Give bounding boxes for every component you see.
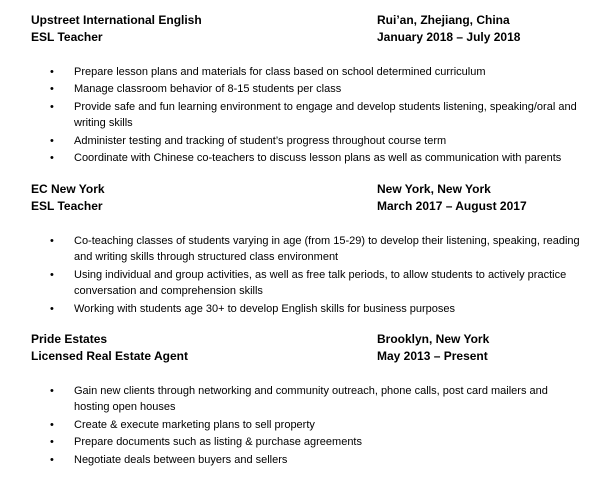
list-item	[0, 417, 616, 433]
bullet-icon: •	[50, 152, 54, 165]
duty-text: Using individual and group activities, as well as free talk periods, to allow students to actively practice conversation and comprehension skills	[74, 268, 567, 298]
list-item	[0, 301, 616, 317]
duty-text: Negotiate deals between buyers and sellers	[74, 453, 288, 466]
duty-text: Administer testing and tracking of student’s progress throughout course term	[74, 134, 447, 147]
list-item	[0, 64, 616, 80]
job-header-row	[0, 331, 616, 348]
duty-text: Coordinate with Chinese co-teachers to discuss lesson plans as well as communication with parents	[74, 152, 562, 165]
duty-text: Provide safe and fun learning environment to engage and develop students listening, speaking/oral and writing skills	[74, 100, 577, 130]
job-location: New York, New York	[377, 182, 491, 196]
duty-text: Prepare documents such as listing & purchase agreements	[74, 436, 362, 449]
job-duties-list	[0, 233, 616, 318]
job-header-row	[0, 181, 616, 198]
job-title-row	[0, 348, 616, 365]
list-item	[0, 81, 616, 97]
job-title-row	[0, 198, 616, 215]
job-location: Brooklyn, New York	[377, 332, 490, 346]
employer-name: Pride Estates	[31, 332, 108, 346]
bullet-icon: •	[50, 436, 54, 449]
job-entry-pride-estates	[0, 331, 616, 466]
employer-name: EC New York	[31, 182, 105, 196]
bullet-icon: •	[50, 453, 54, 466]
list-item	[0, 452, 616, 468]
list-item	[0, 133, 616, 149]
duty-text: Co-teaching classes of students varying in age (from 15-29) to develop their listening, speaking, reading and writing skills through structured class environment	[74, 235, 580, 264]
list-item	[0, 233, 616, 266]
job-title: ESL Teacher	[31, 199, 103, 213]
list-item	[0, 150, 616, 166]
bullet-icon: •	[50, 302, 54, 315]
employer-name: Upstreet International English	[31, 13, 202, 27]
job-duties-list	[0, 383, 616, 469]
duty-text: Gain new clients through networking and community outreach, phone calls, post card mailers and hosting open houses	[74, 385, 548, 414]
job-dates: May 2013 – Present	[377, 349, 488, 363]
bullet-icon: •	[50, 385, 54, 397]
job-title-row	[0, 29, 616, 46]
duty-text: Manage classroom behavior of 8-15 students per class	[74, 83, 342, 96]
job-duties-list	[0, 64, 616, 167]
duty-text: Prepare lesson plans and materials for class based on school determined curriculum	[74, 66, 486, 78]
job-entry-ec-new-york	[0, 181, 616, 315]
bullet-icon: •	[50, 100, 54, 113]
bullet-icon: •	[50, 268, 54, 281]
job-title: Licensed Real Estate Agent	[31, 349, 188, 363]
bullet-icon: •	[50, 134, 54, 147]
job-location: Rui’an, Zhejiang, China	[377, 13, 510, 27]
list-item	[0, 99, 616, 132]
list-item	[0, 267, 616, 300]
bullet-icon: •	[50, 235, 54, 247]
list-item	[0, 434, 616, 450]
job-dates: January 2018 – July 2018	[377, 30, 521, 44]
bullet-icon: •	[50, 83, 54, 96]
job-title: ESL Teacher	[31, 30, 103, 44]
duty-text: Working with students age 30+ to develop English skills for business purposes	[74, 302, 456, 315]
job-header-row	[0, 12, 616, 29]
duty-text: Create & execute marketing plans to sell property	[74, 418, 315, 431]
job-dates: March 2017 – August 2017	[377, 199, 527, 213]
bullet-icon: •	[50, 66, 54, 78]
bullet-icon: •	[50, 418, 54, 431]
job-entry-upstreet	[0, 12, 616, 165]
list-item	[0, 383, 616, 416]
